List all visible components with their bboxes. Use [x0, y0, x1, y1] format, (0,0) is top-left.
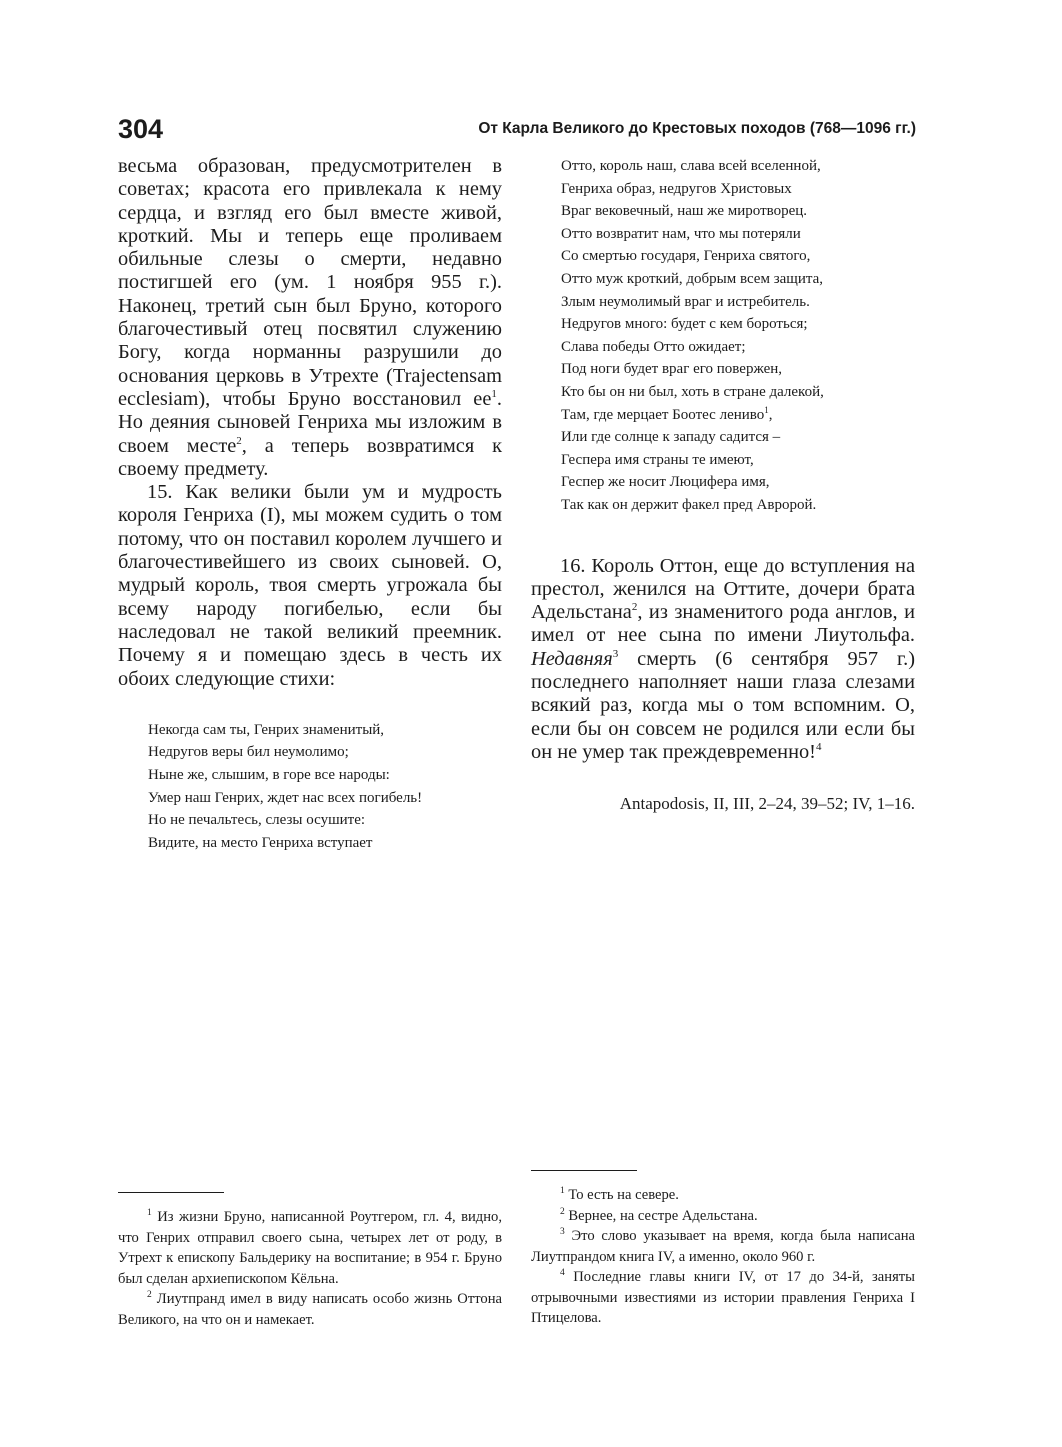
footnote-1 — [531, 1185, 915, 1206]
footnote-text: То есть на севере. — [564, 1187, 679, 1203]
running-title: От Карла Великого до Крестовых походов (768—1096 гг.) — [478, 120, 916, 137]
footnote-text: Из жизни Бруно, написанной Роутгером, гл. 4, видно, что Генрих отправил своего сына, четырех лет от роду, в Утрехт к епископу Бальдерику на воспитание; в 954 г. Бруно был сделан архиепископом Кёльна. — [118, 1209, 502, 1287]
footnote-ref-4: 4 — [815, 741, 822, 754]
verse-line — [561, 404, 915, 427]
footnote-rule-left — [118, 1192, 224, 1193]
verse-line: Видите, на место Генриха вступает — [148, 834, 373, 851]
footnote-ref-1: 1 — [491, 388, 497, 401]
source-citation: Antapodosis, II, III, 2–24, 39–52; IV, 1–16. — [619, 794, 915, 813]
footnote-number: 1 — [147, 1208, 152, 1219]
footnote-text: Последние главы книги IV, от 17 до 34-й, заняты отрывочными известиями из истории правления Генриха I Птицелова. — [531, 1269, 915, 1326]
footnote-text: Вернее, на сестре Адельстана. — [564, 1207, 758, 1224]
paragraph-text: смерть (6 сентября 957 г.) последнего наполняет наши глаза слезами всякий раз, когда мы о том вспомним. О, если бы он совсем не родился или если бы он не умер так преждевременно! — [531, 647, 915, 763]
verse-line: Недругов много: будет с кем бороться; — [561, 316, 808, 333]
footnote-ref-1: 1 — [764, 404, 769, 415]
paragraph-text: 16. Король Оттон, еще до вступления на престол, женился на Оттите, дочери брата Адельстана — [531, 554, 915, 624]
verse-line: Недругов веры бил неумолимо; — [148, 744, 349, 761]
verse-line: Геспер же носит Люцифера имя, — [561, 474, 770, 491]
footnote-2 — [118, 1289, 502, 1330]
footnote-ref-2: 2 — [236, 434, 242, 447]
verse-line: Но не печальтесь, слезы осушите: — [148, 812, 366, 829]
verse-line: Некогда сам ты, Генрих знаменитый, — [148, 721, 385, 738]
italic-word: Недавняя — [531, 647, 613, 670]
footnote-number: 1 — [560, 1186, 565, 1197]
paragraph-text: . Но деяния сыновей Генриха мы изложим в своем месте — [118, 387, 502, 457]
verse-line: Под ноги будет враг его повержен, — [561, 361, 783, 378]
footnote-ref-3: 3 — [612, 647, 619, 660]
paragraph-15: 15. Как велики были ум и мудрость короля Генриха (I), мы можем судить о том потому, что он поставил королем лучшего и благочестивейшего из своих сыновей. О, мудрый король, твоя смерть угрожала бы всему народу погибелью, если бы наследовал не такой великий преемник. Почему я и помещаю здесь в честь их обоих следующие стихи: — [118, 481, 502, 690]
verse-line: Кто бы он ни был, хоть в стране далекой, — [561, 383, 824, 400]
footnote-text: Это слово указывает на время, когда была написана Лиутпрандом книга IV, а именно, около 960 г. — [531, 1228, 915, 1265]
verse-line: Так как он держит факел пред Авророй. — [561, 496, 817, 513]
footnote-number: 3 — [560, 1227, 565, 1238]
verse-line: Отто возвратит нам, что мы потеряли — [561, 225, 801, 242]
verse-block-left — [118, 719, 502, 855]
right-column — [531, 155, 915, 835]
paragraph-text: , из знаменитого рода англов, и имел от нее сына по имени Лиутольфа. — [531, 601, 915, 647]
paragraph-14-end — [118, 155, 502, 481]
paragraph-text: весьма образован, предусмотрителен в советах; красота его привлекала к нему сердца, и взгляд его был вместе живой, кроткий. Мы и теперь еще проливаем обильные слезы о смерти, недавно постигшей его (ум. 1 ноября 955 г.). Наконец, третий сын был Бруно, которого благочестивый отец посвятил служению Богу, когда норманны разрушили до основания церковь в Утрехте (Trajectensam ecclesiam), чтобы Бруно восстановил ее — [118, 155, 502, 410]
verse-line: Геспера имя страны те имеют, — [561, 451, 754, 468]
footnote-number: 2 — [560, 1206, 565, 1217]
paragraph-16 — [531, 555, 915, 765]
verse-line: Умер наш Генрих, ждет нас всех погибель! — [148, 789, 423, 806]
verse-punctuation: , — [768, 406, 773, 423]
verse-block-right — [531, 155, 915, 517]
footnote-number: 4 — [560, 1268, 565, 1279]
verse-line: Ныне же, слышим, в горе все народы: — [148, 767, 390, 784]
verse-line: Отто, король наш, слава всей вселенной, — [561, 158, 821, 174]
footnote-3 — [531, 1226, 915, 1267]
verse-line: Со смертью государя, Генриха святого, — [561, 248, 811, 265]
verse-line: Слава победы Отто ожидает; — [561, 338, 746, 355]
footnote-number: 2 — [147, 1290, 152, 1301]
verse-line: Генриха образ, недругов Христовых — [561, 180, 792, 197]
footnotes-left — [118, 1207, 502, 1330]
footnote-1 — [118, 1207, 502, 1289]
page-header — [118, 112, 916, 146]
verse-line: Или где солнце к западу садится – — [561, 429, 781, 446]
verse-line: Отто муж кроткий, добрым всем защита, — [561, 270, 824, 287]
footnote-rule-right — [531, 1170, 637, 1171]
left-column — [118, 155, 502, 854]
verse-text: Там, где мерцает Боотес лениво — [561, 406, 765, 423]
paragraph-text: , а теперь возвратимся к своему предмету. — [118, 434, 503, 480]
footnote-4 — [531, 1267, 915, 1329]
footnote-2 — [531, 1206, 915, 1227]
footnotes-right — [531, 1185, 915, 1329]
verse-line: Злым неумолимый враг и истребитель. — [561, 293, 810, 310]
footnote-ref-2: 2 — [631, 601, 638, 614]
page-number: 304 — [118, 114, 164, 144]
verse-line: Враг вековечный, наш же миротворец. — [561, 203, 808, 220]
footnote-text: Лиутпранд имел в виду написать особо жизнь Оттона Великого, на что он и намекает. — [118, 1291, 502, 1328]
